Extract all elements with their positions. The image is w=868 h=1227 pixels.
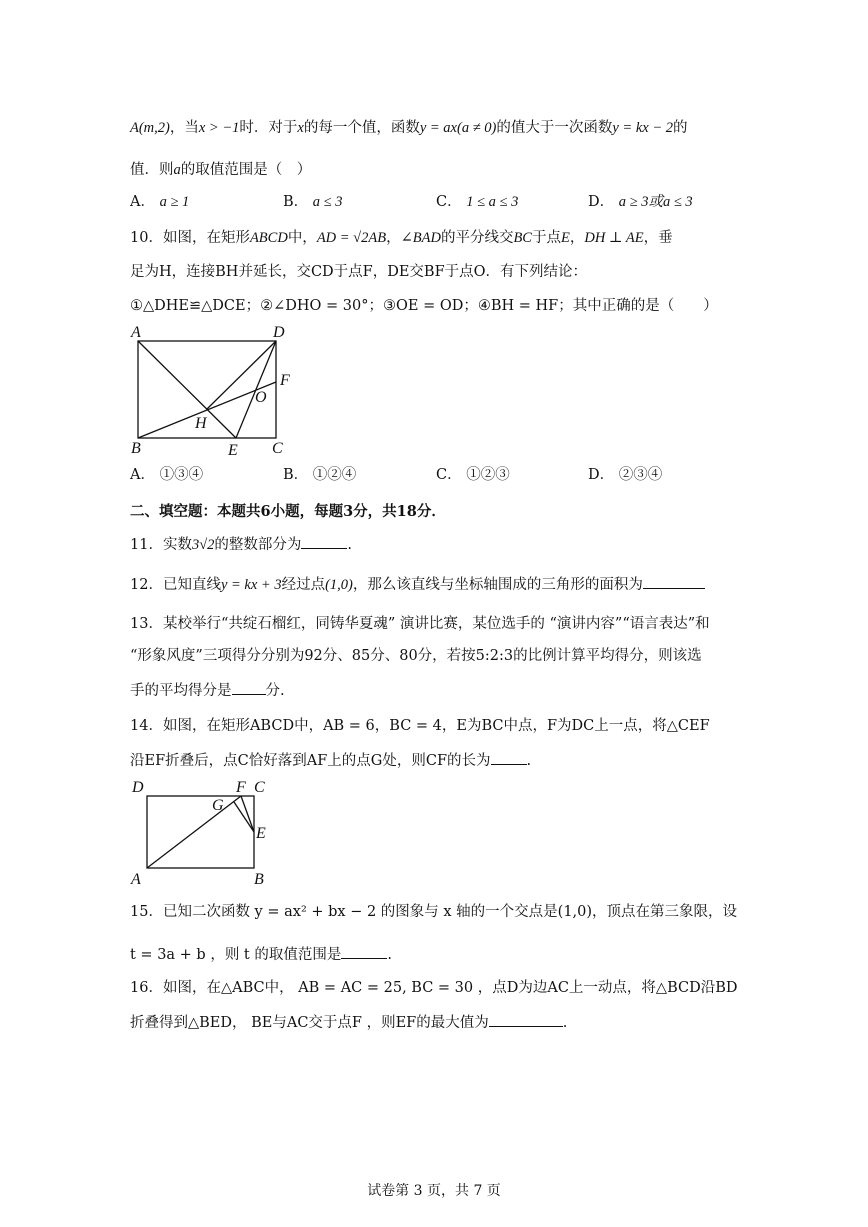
q11: 11．实数3√2的整数部分为 . bbox=[130, 534, 352, 555]
q10-label-h: H bbox=[195, 415, 207, 432]
q14-label-b: B bbox=[254, 871, 264, 888]
q13-line3: 手的平均得分是 分. bbox=[130, 680, 285, 701]
q10-line3: ①△DHE≌△DCE；②∠DHO = 30°；③OE = OD；④BH = HF；其中正确的是（ ） bbox=[130, 298, 718, 314]
q11-answer-blank[interactable] bbox=[301, 534, 347, 549]
q10-label-a: A bbox=[131, 324, 141, 341]
q9-option-b[interactable]: B． a ≤ 3 bbox=[283, 194, 343, 210]
q14-label-d: D bbox=[132, 779, 144, 796]
q10-figure bbox=[128, 322, 298, 456]
q10-option-a[interactable]: A． ①③④ bbox=[130, 467, 204, 483]
q14-line-af bbox=[147, 796, 241, 868]
q13-line1: 13．某校举行“共绽石榴红，同铸华夏魂” 演讲比赛，某位选手的 “演讲内容”“语言表达”和 bbox=[130, 616, 710, 632]
q10-label-c: C bbox=[272, 440, 283, 456]
q16-answer-blank[interactable] bbox=[489, 1012, 563, 1027]
q15-line2: t = 3a + b ，则 t 的取值范围是 . bbox=[130, 944, 392, 965]
q10-option-d[interactable]: D． ②③④ bbox=[588, 467, 663, 483]
q10-label-d: D bbox=[273, 324, 285, 341]
q9-line1: A(m,2)，当x > −1时．对于x的每一个值，函数y = ax(a ≠ 0)的值大于一次函数y = kx − 2的 bbox=[130, 120, 688, 136]
q10-label-o: O bbox=[255, 389, 267, 406]
q14-label-a: A bbox=[131, 871, 141, 888]
q10-line-ae bbox=[138, 341, 236, 438]
q14-label-e: E bbox=[256, 825, 266, 842]
q14-label-f: F bbox=[236, 779, 246, 796]
q9-line2: 值．则a的取值范围是（ ） bbox=[130, 162, 312, 178]
page-footer: 试卷第 3 页，共 7 页 bbox=[367, 1183, 501, 1199]
q10-label-e: E bbox=[228, 442, 238, 456]
q14-line2: 沿EF折叠后，点C恰好落到AF上的点G处，则CF的长为 . bbox=[130, 750, 531, 771]
q12: 12．已知直线y = kx + 3经过点(1,0)，那么该直线与坐标轴围成的三角形的面积为 bbox=[130, 574, 705, 595]
q14-answer-blank[interactable] bbox=[491, 750, 527, 765]
q16-line1: 16．如图，在△ABC中， AB = AC = 25, BC = 30 ，点D为边AC上一动点，将△BCD沿BD bbox=[130, 980, 738, 996]
q15-answer-blank[interactable] bbox=[341, 944, 387, 959]
q16-line2: 折叠得到△BED， BE与AC交于点F ，则EF的最大值为 . bbox=[130, 1012, 567, 1033]
q10-label-b: B bbox=[131, 440, 141, 456]
q15-line1: 15．已知二次函数 y = ax² + bx − 2 的图象与 x 轴的一个交点是(1,0)，顶点在第三象限，设 bbox=[130, 904, 738, 920]
q9-option-a[interactable]: A． a ≥ 1 bbox=[130, 194, 190, 210]
q10-label-f: F bbox=[280, 372, 290, 389]
q13-line2: “形象风度”三项得分分别为92分、85分、80分，若按5:2:3的比例计算平均得分，则该选 bbox=[130, 648, 702, 664]
q10-option-c[interactable]: C． ①②③ bbox=[436, 467, 510, 483]
q14-line-ge bbox=[234, 802, 254, 832]
q10-option-b[interactable]: B． ①②④ bbox=[283, 467, 357, 483]
q13-answer-blank[interactable] bbox=[232, 680, 266, 695]
q10-line1: 10．如图，在矩形ABCD中，AD = √2AB，∠BAD的平分线交BC于点E，DH ⊥ AE，垂 bbox=[130, 230, 673, 246]
q14-label-c: C bbox=[254, 779, 265, 796]
q9-option-d[interactable]: D． a ≥ 3或a ≤ 3 bbox=[588, 194, 693, 210]
q9-option-c[interactable]: C． 1 ≤ a ≤ 3 bbox=[436, 194, 519, 210]
q14-line-fe bbox=[241, 796, 254, 832]
q12-answer-blank[interactable] bbox=[643, 574, 705, 589]
q14-line1: 14．如图，在矩形ABCD中，AB = 6，BC = 4，E为BC中点，F为DC上一点，将△CEF bbox=[130, 718, 710, 734]
section-heading: 二、填空题：本题共6小题，每题3分，共18分． bbox=[130, 503, 446, 520]
q14-figure bbox=[128, 774, 278, 890]
q10-line2: 足为H，连接BH并延长，交CD于点F，DE交BF于点O．有下列结论： bbox=[130, 264, 588, 280]
q14-label-g: G bbox=[212, 797, 224, 814]
